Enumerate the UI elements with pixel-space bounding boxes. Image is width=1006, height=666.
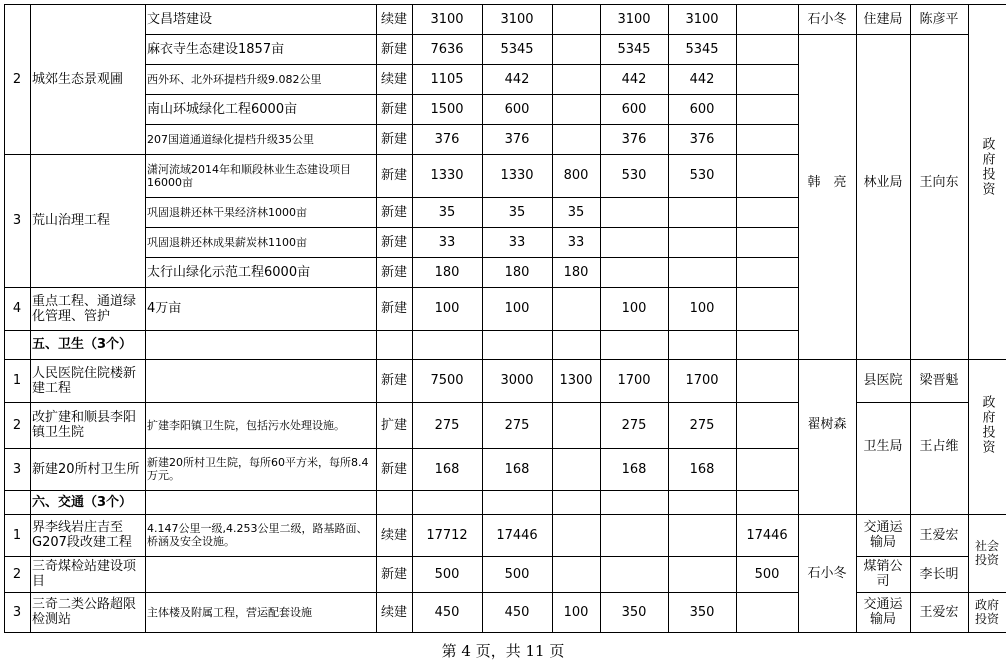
cell-planned: 17446: [496, 527, 538, 543]
cell-national: 1300: [559, 373, 593, 388]
cell-planned: 35: [508, 204, 526, 220]
table-rule: [856, 556, 911, 557]
table-rule: [376, 4, 377, 633]
table-rule: [145, 287, 799, 288]
table-rule: [4, 592, 146, 593]
cell-total: 500: [434, 566, 460, 582]
cell-self-raised: 1700: [685, 373, 719, 388]
cell-county: 168: [621, 461, 647, 477]
table-rule: [4, 556, 146, 557]
units-cell: 住建局: [863, 11, 903, 27]
units-cell: 卫生局: [863, 438, 903, 454]
cell-total: 180: [434, 264, 460, 280]
cell-build-type: 新建: [380, 204, 407, 220]
cell-total: 17712: [426, 527, 468, 543]
group-name-cell: 三奇煤检站建设项目: [32, 559, 137, 589]
cell-total: 275: [434, 417, 460, 433]
table-rule: [910, 514, 969, 515]
cell-build-type: 续建: [380, 11, 407, 27]
project-name-cell: 4.147公里一级,4.253公里二级，路基路面、桥涵及安全设施。: [147, 522, 368, 548]
group-name-cell: 人民医院住院楼新建工程: [32, 365, 137, 396]
cell-county: 275: [621, 417, 647, 433]
cell-build-type: 新建: [380, 41, 407, 57]
row-number: 2: [12, 71, 22, 87]
cell-planned: 1330: [500, 168, 534, 183]
table-rule: [145, 124, 799, 125]
table-rule: [4, 4, 1006, 5]
cell-self-raised: 600: [689, 101, 715, 117]
leaders-cell: 翟树森: [807, 417, 847, 432]
group-name-cell: 三奇二类公路超限检测站: [32, 597, 137, 627]
group-name-cell: 改扩建和顺县李阳镇卫生院: [32, 410, 137, 440]
cell-build-type: 扩建: [380, 417, 407, 433]
project-name-cell: 4万亩: [147, 301, 182, 316]
table-rule: [798, 359, 857, 360]
cell-total: 35: [438, 204, 456, 220]
persons-cell: 王爱宏: [919, 604, 959, 620]
cell-total: 376: [434, 131, 460, 147]
table-rule: [145, 448, 799, 449]
project-name-cell: 巩固退耕还林成果薪炭林1100亩: [147, 235, 307, 249]
cell-planned: 3000: [500, 373, 534, 388]
table-rule: [856, 4, 857, 633]
row-number: 4: [12, 301, 22, 316]
table-rule: [4, 4, 5, 633]
cell-build-type: 新建: [380, 264, 407, 280]
table-rule: [856, 34, 911, 35]
leaders-cell: 石小冬: [807, 11, 847, 27]
cell-build-type: 新建: [380, 566, 407, 582]
invest-type-cell: 社会投资: [974, 539, 999, 567]
cell-total: 3100: [430, 11, 464, 27]
project-name-cell: 文昌塔建设: [147, 11, 213, 27]
cell-planned: 275: [504, 417, 530, 433]
table-rule: [145, 556, 799, 557]
row-number: 2: [12, 417, 22, 433]
table-rule: [910, 556, 969, 557]
table-rule: [412, 4, 413, 633]
cell-planned: 450: [504, 604, 530, 620]
cell-county: 350: [621, 604, 647, 620]
table-rule: [145, 592, 799, 593]
group-name-cell: 城郊生态景观圃: [32, 71, 124, 87]
row-number: 1: [12, 527, 22, 543]
table-rule: [856, 592, 911, 593]
table-rule: [482, 4, 483, 633]
cell-self-raised: 530: [689, 168, 715, 183]
cell-county: 376: [621, 131, 647, 147]
cell-build-type: 新建: [380, 373, 407, 388]
cell-total: 168: [434, 461, 460, 477]
row-number: 3: [12, 461, 22, 477]
row-number: 3: [12, 213, 22, 228]
group-name-cell: 荒山治理工程: [32, 213, 111, 228]
leaders-cell: 韩 亮: [807, 174, 847, 190]
table-rule: [145, 257, 799, 258]
cell-social: 17446: [746, 527, 788, 543]
cell-build-type: 续建: [380, 527, 407, 543]
cell-planned: 3100: [500, 11, 534, 27]
cell-social: 500: [754, 566, 780, 582]
persons-cell: 陈彦平: [919, 11, 959, 27]
cell-build-type: 续建: [380, 71, 407, 87]
cell-build-type: 新建: [380, 168, 407, 183]
cell-planned: 33: [508, 234, 526, 250]
leaders-cell: 石小冬: [807, 565, 847, 581]
cell-county: 442: [621, 71, 647, 87]
cell-national: 800: [563, 168, 589, 183]
cell-national: 35: [567, 204, 585, 220]
table-rule: [145, 402, 799, 403]
cell-total: 33: [438, 234, 456, 250]
project-name-cell: 巩固退耕还林干果经济林1000亩: [147, 205, 307, 219]
table-rule: [968, 592, 1006, 593]
section-header: 五、卫生（3个）: [32, 337, 133, 352]
cell-county: 600: [621, 101, 647, 117]
group-name-cell: 新建20所村卫生所: [32, 461, 140, 477]
table-rule: [856, 359, 911, 360]
table-rule: [4, 632, 1006, 633]
units-cell: 县医院: [863, 373, 903, 388]
cell-self-raised: 3100: [685, 11, 719, 27]
table-rule: [856, 402, 911, 403]
cell-planned: 376: [504, 131, 530, 147]
group-name-cell: 重点工程、通道绿化管理、管护: [32, 293, 137, 324]
table-rule: [145, 94, 799, 95]
table-rule: [145, 4, 146, 633]
cell-county: 100: [621, 301, 647, 316]
cell-planned: 5345: [500, 41, 534, 57]
cell-planned: 500: [504, 566, 530, 582]
cell-self-raised: 275: [689, 417, 715, 433]
cell-self-raised: 350: [689, 604, 715, 620]
table-rule: [798, 34, 857, 35]
cell-total: 1105: [430, 71, 464, 87]
units-cell: 煤销公司: [863, 559, 903, 589]
cell-national: 180: [563, 264, 589, 280]
persons-cell: 王爱宏: [919, 527, 959, 543]
project-name-cell: 太行山绿化示范工程6000亩: [147, 264, 311, 280]
cell-self-raised: 100: [689, 301, 715, 316]
cell-self-raised: 442: [689, 71, 715, 87]
cell-total: 7636: [430, 41, 464, 57]
invest-type-cell: 政府投资: [974, 598, 999, 626]
table-rule: [910, 34, 969, 35]
table-rule: [4, 154, 146, 155]
cell-planned: 100: [504, 301, 530, 316]
project-name-cell: 潇河流域2014年和顺段林业生态建设项目16000亩: [147, 162, 351, 189]
table-rule: [668, 4, 669, 633]
table-rule: [145, 197, 799, 198]
cell-national: 100: [563, 604, 589, 620]
row-number: 3: [12, 604, 22, 620]
group-name-cell: 界李线岩庄吉至G207段改建工程: [32, 520, 132, 550]
cell-build-type: 新建: [380, 301, 407, 316]
cell-planned: 442: [504, 71, 530, 87]
row-number: 1: [12, 373, 22, 388]
cell-national: 33: [567, 234, 585, 250]
units-cell: 林业局: [863, 174, 903, 190]
project-name-cell: 麻衣寺生态建设1857亩: [147, 41, 285, 57]
table-rule: [798, 514, 857, 515]
table-rule: [4, 402, 146, 403]
table-rule: [910, 4, 911, 633]
table-rule: [736, 4, 737, 633]
cell-self-raised: 376: [689, 131, 715, 147]
persons-cell: 梁晋魁: [919, 373, 959, 388]
table-rule: [4, 448, 146, 449]
table-rule: [145, 154, 799, 155]
cell-planned: 180: [504, 264, 530, 280]
project-name-cell: 扩建李阳镇卫生院，包括污水处理设施。: [147, 418, 345, 432]
persons-cell: 王占维: [919, 438, 959, 454]
table-rule: [4, 287, 146, 288]
persons-cell: 王向东: [919, 174, 959, 190]
row-number: 2: [12, 566, 22, 582]
table-rule: [552, 4, 553, 633]
table-rule: [4, 490, 799, 491]
cell-planned: 168: [504, 461, 530, 477]
cell-build-type: 新建: [380, 101, 407, 117]
table-rule: [30, 4, 31, 633]
units-cell: 交通运输局: [863, 520, 903, 550]
page-footer: 第 4 页，共 11 页: [441, 641, 565, 660]
table-rule: [145, 64, 799, 65]
cell-total: 450: [434, 604, 460, 620]
table-rule: [4, 330, 799, 331]
table-rule: [910, 592, 969, 593]
table-rule: [968, 359, 1006, 360]
project-name-cell: 207国道通道绿化提档升级35公里: [147, 132, 314, 146]
table-rule: [968, 514, 1006, 515]
cell-build-type: 新建: [380, 131, 407, 147]
table-rule: [856, 514, 911, 515]
table-rule: [910, 359, 969, 360]
table-rule: [968, 4, 969, 633]
project-name-cell: 南山环城绿化工程6000亩: [147, 101, 298, 117]
table-rule: [145, 34, 799, 35]
cell-self-raised: 168: [689, 461, 715, 477]
units-cell: 交通运输局: [863, 597, 903, 627]
cell-planned: 600: [504, 101, 530, 117]
cell-build-type: 新建: [380, 461, 407, 477]
cell-build-type: 续建: [380, 604, 407, 620]
table-rule: [4, 514, 799, 515]
invest-type-cell: 政府投资: [979, 137, 995, 197]
cell-total: 7500: [430, 373, 464, 388]
persons-cell: 李长明: [919, 566, 959, 582]
cell-county: 1700: [617, 373, 651, 388]
table-rule: [798, 4, 799, 633]
cell-county: 5345: [617, 41, 651, 57]
cell-total: 1330: [430, 168, 464, 183]
table-rule: [910, 402, 969, 403]
table-rule: [4, 359, 799, 360]
cell-total: 100: [434, 301, 460, 316]
project-name-cell: 西外环、北外环提档升级9.082公里: [147, 72, 322, 86]
section-header: 六、交通（3个）: [32, 494, 133, 510]
cell-self-raised: 5345: [685, 41, 719, 57]
cell-total: 1500: [430, 101, 464, 117]
project-name-cell: 新建20所村卫生院，每所60平方米，每所8.4万元。: [147, 456, 369, 482]
cell-build-type: 新建: [380, 234, 407, 250]
invest-type-cell: 政府投资: [979, 394, 995, 455]
table-rule: [145, 227, 799, 228]
table-rule: [600, 4, 601, 633]
cell-county: 3100: [617, 11, 651, 27]
cell-county: 530: [621, 168, 647, 183]
project-name-cell: 主体楼及附属工程，营运配套设施: [147, 605, 312, 619]
